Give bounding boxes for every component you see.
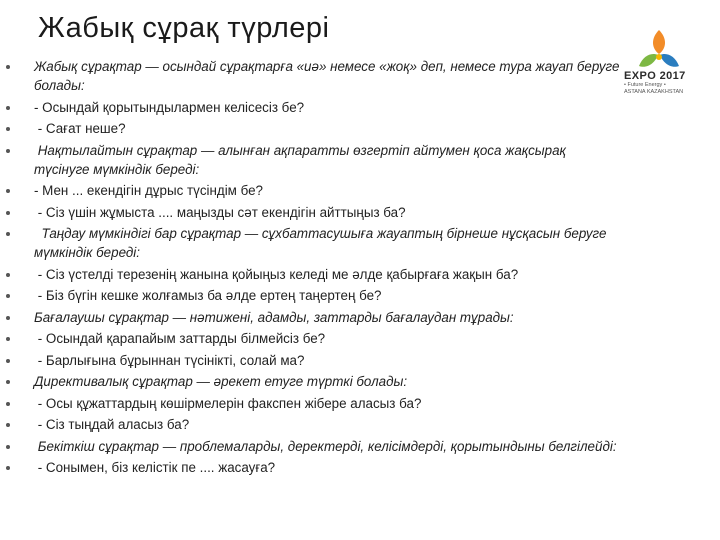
example-question-item	[0, 286, 620, 305]
example-question-item	[0, 351, 620, 370]
bullet-text: Таңдау мүмкіндігі бар сұрақтар — сұхбаттасушыға жауаптың бірнеше нұсқасын беруге мүмкіндік береді:	[34, 226, 611, 260]
bullet-text: - Осы құжаттардың көшірмелерін факспен жібере аласыз ба?	[34, 395, 422, 411]
bullet-dot-icon	[6, 445, 10, 449]
example-question-item	[0, 98, 620, 117]
bullet-dot-icon	[6, 106, 10, 110]
bullet-dot-icon	[6, 466, 10, 470]
bullet-dot-icon	[6, 423, 10, 427]
bullet-text: - Осындай қорытындылармен келісесіз бе?	[34, 99, 305, 115]
bullet-text: Нақтылайтын сұрақтар — алынған ақпаратты өзгертіп айтумен қоса жақсырақ түсінуге мүмкіндік береді:	[34, 142, 570, 177]
bullet-dot-icon	[6, 402, 10, 406]
bullet-dot-icon	[6, 316, 10, 320]
bullet-text: Бағалаушы сұрақтар — нәтижені, адамды, заттарды бағалаудан тұрады:	[34, 309, 514, 325]
bullet-text: - Барлығына бұрыннан түсінікті, солай ма?	[34, 352, 305, 368]
question-type-item	[0, 141, 620, 179]
bullet-dot-icon	[6, 65, 10, 69]
logo-location: ASTANA KAZAKHSTAN	[624, 89, 684, 95]
example-question-item	[0, 181, 620, 200]
question-type-item	[0, 57, 624, 95]
question-type-item	[0, 437, 620, 456]
bullet-text: - Сіз тыңдай аласыз ба?	[34, 417, 190, 432]
logo-tagline: • Future Energy •	[624, 82, 666, 88]
expo-2017-logo	[620, 26, 700, 106]
bullet-text: - Сіз үстелді терезенің жанына қойыңыз келеді ме әлде қабырғаға жақын ба?	[34, 266, 519, 282]
bullet-dot-icon	[6, 337, 10, 341]
slide-title: Жабық сұрақ түрлері	[38, 12, 330, 44]
bullet-text: Директивалық сұрақтар — әрекет етуге түрткі болады:	[34, 374, 408, 389]
question-type-item	[0, 224, 620, 262]
expo-flame-icon	[633, 26, 685, 72]
question-type-item	[0, 308, 620, 327]
logo-wordmark: EXPO 2017	[624, 70, 686, 82]
bullet-text: - Сонымен, біз келістік пе .... жасауға?	[34, 460, 276, 475]
bullet-dot-icon	[6, 211, 10, 215]
bullet-dot-icon	[6, 380, 10, 384]
bullet-text: - Мен ... екендігін дұрыс түсіндім бе?	[34, 183, 264, 198]
bullet-dot-icon	[6, 273, 10, 277]
example-question-item	[0, 119, 620, 138]
question-types-list	[0, 57, 624, 480]
question-type-item	[0, 372, 620, 391]
bullet-dot-icon	[6, 359, 10, 363]
bullet-dot-icon	[6, 189, 10, 193]
example-question-item	[0, 329, 620, 348]
example-question-item	[0, 265, 620, 284]
bullet-text: - Осындай қарапайым заттарды білмейсіз бе?	[34, 331, 326, 346]
bullet-dot-icon	[6, 149, 10, 153]
example-question-item	[0, 458, 620, 477]
bullet-text: Бекіткіш сұрақтар — проблемаларды, деректерді, келісімдерді, қорытындыны белгілейді:	[34, 438, 617, 454]
bullet-text: - Сағат неше?	[34, 121, 126, 136]
bullet-text: Жабық сұрақтар — осындай сұрақтарға «иә» немесе «жоқ» деп, немесе тура жауап беруге болады:	[34, 59, 624, 93]
example-question-item	[0, 203, 620, 222]
example-question-item	[0, 394, 620, 413]
bullet-dot-icon	[6, 294, 10, 298]
bullet-dot-icon	[6, 232, 10, 236]
bullet-text: - Біз бүгін кешке жолғамыз ба әлде ертең таңертең бе?	[34, 288, 382, 303]
example-question-item	[0, 415, 620, 434]
bullet-dot-icon	[6, 127, 10, 131]
bullet-text: - Сіз үшін жұмыста .... маңызды сәт екендігін айттыңыз ба?	[34, 204, 406, 220]
